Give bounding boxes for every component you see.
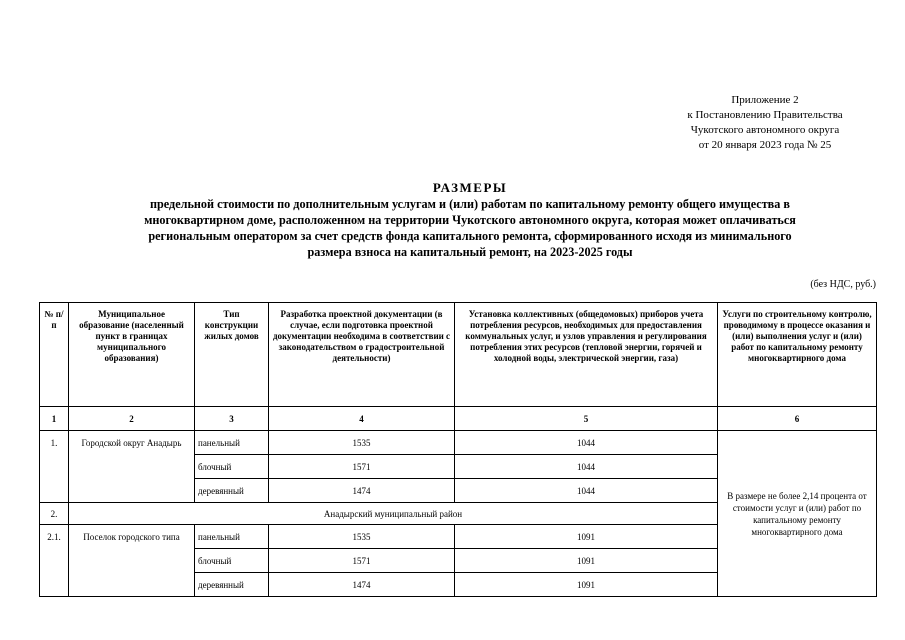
row-number: 2.1. bbox=[40, 525, 69, 597]
subtitle-line: региональным оператором за счет средств фонда капитального ремонта, сформированного исходя из минимального bbox=[148, 229, 792, 243]
table-header-row bbox=[40, 303, 877, 407]
header-cell-number: № п/п bbox=[40, 303, 69, 407]
header-cell-municipality: Муниципальное образование (населенный пункт в границах муниципального образования) bbox=[69, 303, 195, 407]
cost-table bbox=[39, 302, 877, 597]
subtitle-line: предельной стоимости по дополнительным услугам и (или) работам по капитальному ремонту общего имущества в bbox=[150, 197, 790, 211]
appendix-line: к Постановлению Правительства bbox=[687, 109, 843, 121]
appendix-line: от 20 января 2023 года № 25 bbox=[698, 139, 832, 151]
column-number: 5 bbox=[455, 407, 718, 431]
header-cell-construction-control: Услуги по строительному контролю, проводимому в процессе оказания и (или) выполнения услуг и (или) работ по капитальному ремонту многоквартирного дома bbox=[718, 303, 877, 407]
design-cost: 1571 bbox=[269, 549, 455, 573]
construction-type: деревянный bbox=[195, 573, 269, 597]
header-cell-meters: Установка коллективных (общедомовых) приборов учета потребления ресурсов, необходимых для предоставления коммунальных услуг, и узлов управления и регулирования потребления этих ресурсов (тепловой энергии, горячей и холодной воды, электрической энергии, газа) bbox=[455, 303, 718, 407]
column-number: 3 bbox=[195, 407, 269, 431]
meters-cost: 1044 bbox=[455, 431, 718, 455]
row-number: 2. bbox=[40, 503, 69, 525]
municipality-name: Городской округ Анадырь bbox=[69, 431, 195, 503]
column-number: 1 bbox=[40, 407, 69, 431]
appendix-line: Чукотского автономного округа bbox=[690, 124, 840, 136]
construction-type: блочный bbox=[195, 549, 269, 573]
column-number: 4 bbox=[269, 407, 455, 431]
settlement-name: Поселок городского типа bbox=[69, 525, 195, 597]
document-subtitle bbox=[40, 196, 900, 260]
meters-cost: 1091 bbox=[455, 573, 718, 597]
construction-type: панельный bbox=[195, 525, 269, 549]
district-name: Анадырский муниципальный район bbox=[69, 503, 718, 525]
table-row bbox=[40, 431, 877, 455]
subtitle-line: размера взноса на капитальный ремонт, на 2023-2025 годы bbox=[307, 245, 633, 259]
meters-cost: 1044 bbox=[455, 479, 718, 503]
document-title: РАЗМЕРЫ bbox=[432, 180, 508, 195]
construction-type: блочный bbox=[195, 455, 269, 479]
appendix-line: Приложение 2 bbox=[731, 94, 799, 106]
construction-control-note: В размере не более 2,14 процента от стоимости услуг и (или) работ по капитальному ремонту многоквартирного дома bbox=[718, 431, 877, 597]
meters-cost: 1044 bbox=[455, 455, 718, 479]
subtitle-line: многоквартирном доме, расположенном на территории Чукотского автономного округа, которая может оплачиваться bbox=[144, 213, 796, 227]
meters-cost: 1091 bbox=[455, 549, 718, 573]
construction-type: деревянный bbox=[195, 479, 269, 503]
header-cell-design-docs: Разработка проектной документации (в случае, если подготовка проектной документации необходима в соответствии с законодательством о градостроительной деятельности) bbox=[269, 303, 455, 407]
construction-type: панельный bbox=[195, 431, 269, 455]
design-cost: 1571 bbox=[269, 455, 455, 479]
column-number-row bbox=[40, 407, 877, 431]
design-cost: 1535 bbox=[269, 525, 455, 549]
row-number: 1. bbox=[40, 431, 69, 503]
column-number: 6 bbox=[718, 407, 877, 431]
design-cost: 1474 bbox=[269, 573, 455, 597]
header-cell-construction-type: Тип конструкции жилых домов bbox=[195, 303, 269, 407]
column-number: 2 bbox=[69, 407, 195, 431]
appendix-block bbox=[655, 93, 875, 153]
unit-note: (без НДС, руб.) bbox=[810, 279, 876, 290]
design-cost: 1535 bbox=[269, 431, 455, 455]
meters-cost: 1091 bbox=[455, 525, 718, 549]
design-cost: 1474 bbox=[269, 479, 455, 503]
